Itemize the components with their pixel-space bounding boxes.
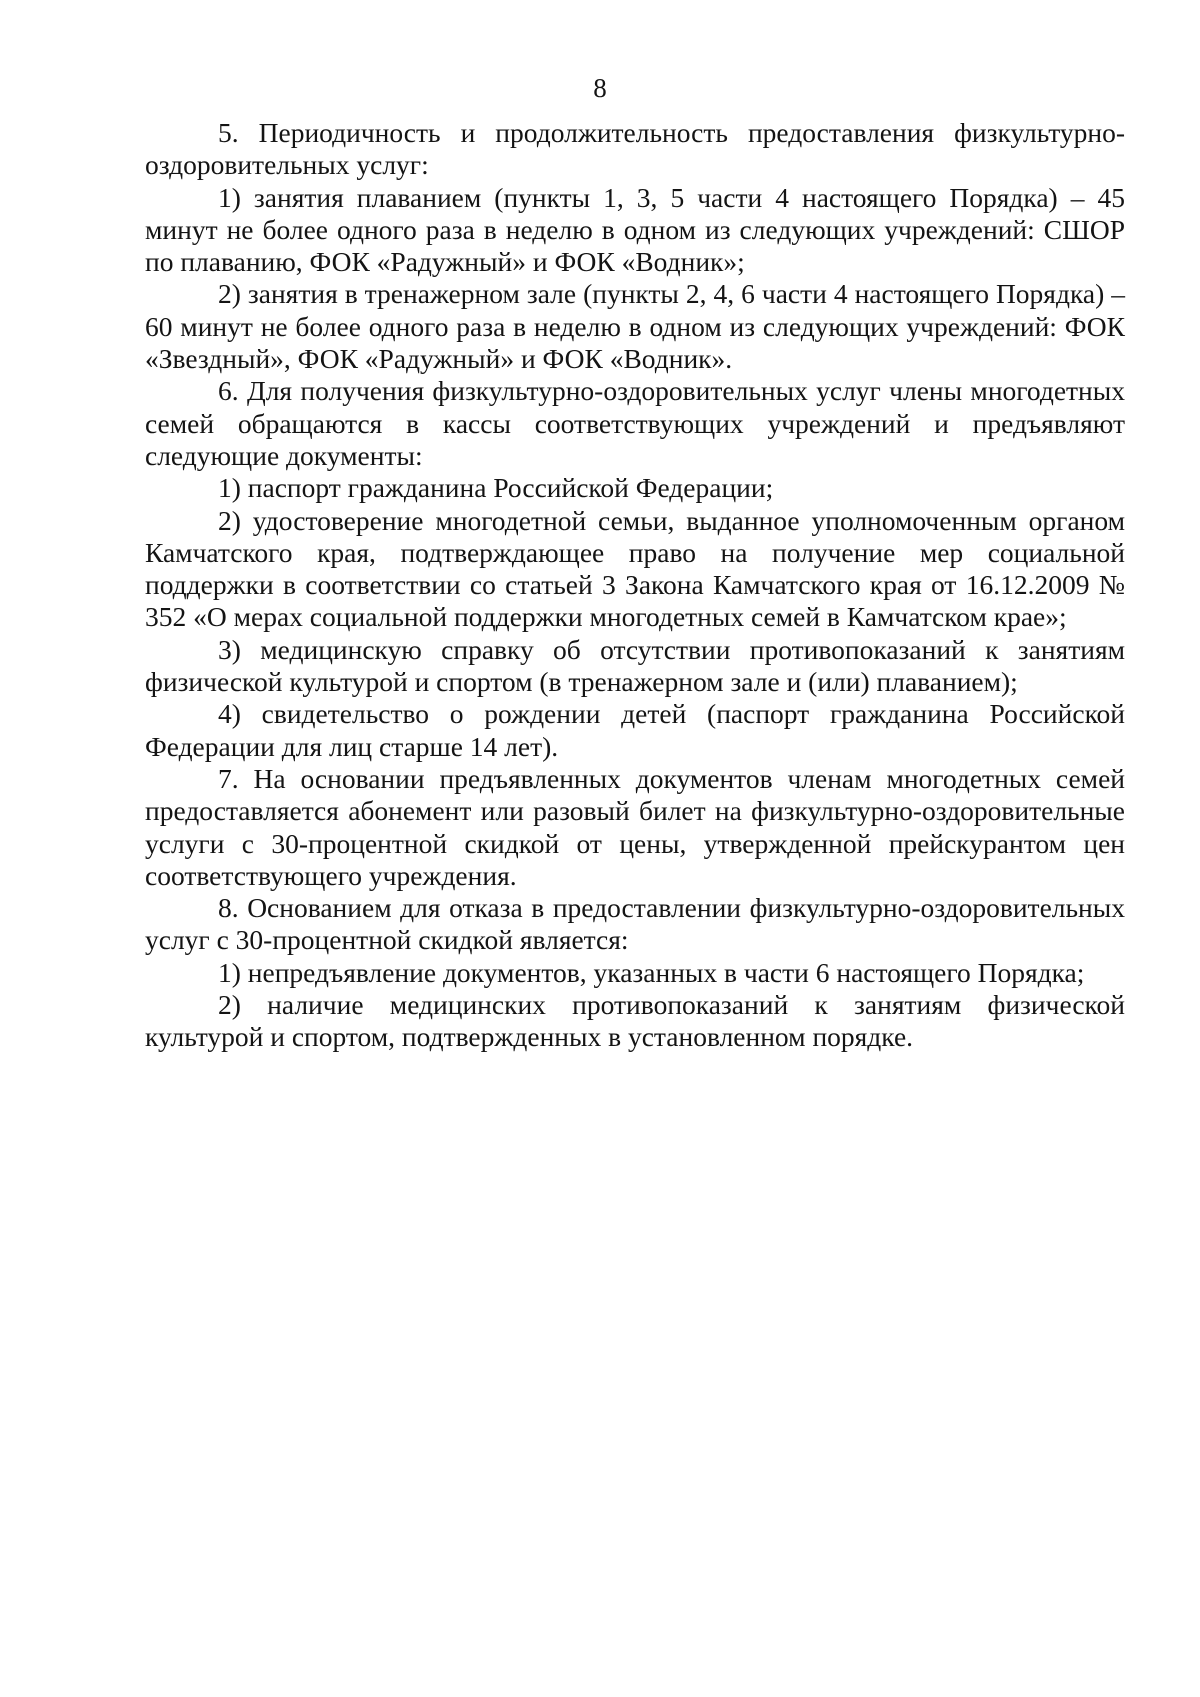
paragraph-8-item-2: 2) наличие медицинских противопоказаний к занятиям физической культурой и спортом, подтвержденных в установленном порядке. <box>145 989 1125 1053</box>
paragraph-8-item-1: 1) непредъявление документов, указанных в части 6 настоящего Порядка; <box>218 956 1085 988</box>
paragraph-5-item-1: 1) занятия плаванием (пункты 1, 3, 5 части 4 настоящего Порядка) – 45 минут не более одного раза в неделю в одном из следующих учреждений: СШОР по плаванию, ФОК «Радужный» и ФОК «Водник»; <box>145 181 1125 278</box>
paragraph-5-item-2: 2) занятия в тренажерном зале (пункты 2, 4, 6 части 4 настоящего Порядка) – 60 минут не более одного раза в неделю в одном из следующих учреждений: ФОК «Звездный», ФОК «Радужный» и ФОК «Водник». <box>145 278 1125 375</box>
paragraph-6-item-1: 1) паспорт гражданина Российской Федерации; <box>218 472 774 504</box>
paragraph-7: 7. На основании предъявленных документов членам многодетных семей предоставляется абонемент или разовый билет на физкультурно-оздоровительные услуги с 30-процентной скидкой от цены, утвержденной прейскурантом цен соответствующего учреждения. <box>145 762 1125 891</box>
document-body <box>145 117 1125 1054</box>
paragraph-6-heading: 6. Для получения физкультурно-оздоровительных услуг члены многодетных семей обращаются в кассы соответствующих учреждений и предъявляют следующие документы: <box>145 375 1125 471</box>
paragraph-6-item-3: 3) медицинскую справку об отсутствии противопоказаний к занятиям физической культурой и спортом (в тренажерном зале и (или) плаванием); <box>145 633 1125 698</box>
page-number: 8 <box>593 73 607 103</box>
paragraph-8-heading: 8. Основанием для отказа в предоставлении физкультурно-оздоровительных услуг с 30-процентной скидкой является: <box>145 892 1125 956</box>
paragraph-5-heading: 5. Периодичность и продолжительность предоставления физкультурно-оздоровительных услуг: <box>145 117 1125 181</box>
paragraph-6-item-4: 4) свидетельство о рождении детей (паспорт гражданина Российской Федерации для лиц старше 14 лет). <box>145 698 1125 762</box>
paragraph-6-item-2: 2) удостоверение многодетной семьи, выданное уполномоченным органом Камчатского края, подтверждающее право на получение мер социальной поддержки в соответствии со статьей 3 Закона Камчатского края от 16.12.2009 № 352 «О мерах социальной поддержки многодетных семей в Камчатском крае»; <box>145 504 1125 633</box>
